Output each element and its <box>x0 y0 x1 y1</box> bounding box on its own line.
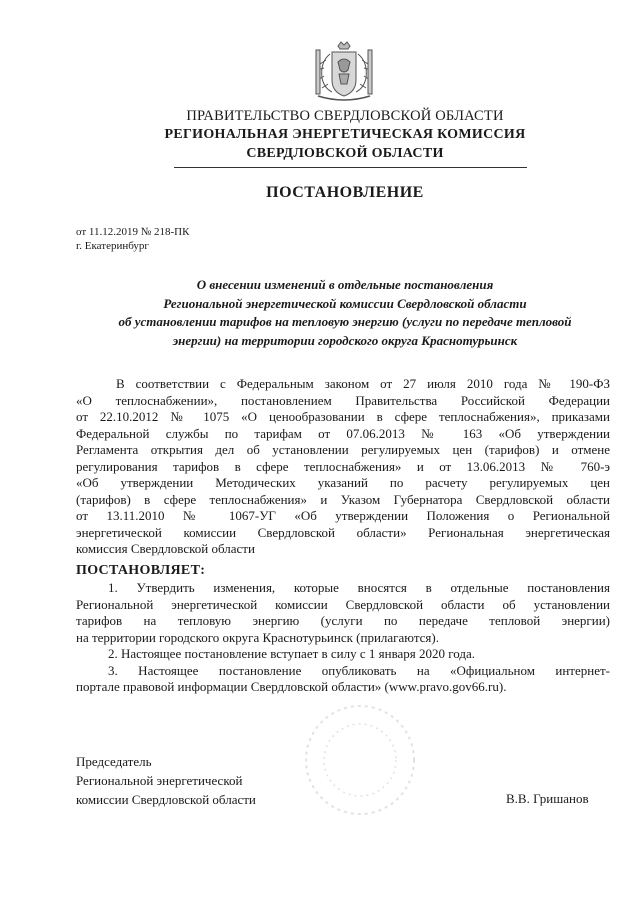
preamble-line: «Об утверждении Методических указаний по расчету регулируемых цен <box>76 475 610 490</box>
preamble-line: «О теплоснабжении», постановлением Правительства Российской Федерации <box>76 392 610 408</box>
document-type: ПОСТАНОВЛЕНИЕ <box>266 184 424 201</box>
header-divider <box>174 167 527 168</box>
preamble-line: от 13.11.2010 № 1067-УГ «Об утверждении Положения о Региональной <box>76 508 610 523</box>
preamble-line: Федеральной службы по тарифам от 07.06.2013 № 163 «Об утверждении <box>76 425 610 441</box>
preamble <box>76 376 610 558</box>
item-2: 2. Настоящее постановление вступает в силу с 1 января 2020 года. <box>108 646 476 661</box>
signatory-title-line: комиссии Свердловской области <box>76 792 256 807</box>
preamble-line: энергетической комиссии Свердловской области» Региональная энергетическая <box>76 524 610 540</box>
item-1-line: Региональной энергетической комиссии Свердловской области об установлении <box>76 596 610 612</box>
government-name: ПРАВИТЕЛЬСТВО СВЕРДЛОВСКОЙ ОБЛАСТИ <box>186 108 504 124</box>
item-3-line: портале правовой информации Свердловской области» (www.pravo.gov66.ru). <box>76 679 507 694</box>
subject-line: Региональной энергетической комиссии Свердловской области <box>163 295 527 311</box>
item-1-line: на территории городского округа Краснотурьинск (прилагаются). <box>76 629 439 645</box>
item-1-line: тарифов на тепловую энергию (услуги по передаче тепловой энергии) <box>76 613 610 628</box>
item-1-line: 1. Утвердить изменения, которые вносятся в отдельные постановления <box>108 580 610 595</box>
coat-of-arms-icon <box>312 40 376 106</box>
commission-name-line1: РЕГИОНАЛЬНАЯ ЭНЕРГЕТИЧЕСКАЯ КОМИССИЯ <box>164 127 526 142</box>
preamble-line: комиссия Свердловской области <box>76 541 255 556</box>
signatory-title-line: Региональной энергетической <box>76 773 243 788</box>
signatory-title-line: Председатель <box>76 754 152 769</box>
preamble-line: В соответствии с Федеральным законом от 27 июля 2010 года № 190-ФЗ <box>116 376 610 391</box>
subject-line: энергии) на территории городского округа Краснотурьинск <box>172 332 518 348</box>
seal-stamp-icon <box>300 700 420 820</box>
resolve-label: ПОСТАНОВЛЯЕТ: <box>76 563 206 578</box>
preamble-line: регулирования тарифов в сфере теплоснабжения» и от 13.06.2013 № 760-э <box>76 458 610 474</box>
subject-line: об установлении тарифов на тепловую энергию (услуги по передаче тепловой <box>118 314 572 329</box>
signatory-title <box>76 752 256 809</box>
resolution-items <box>76 580 610 696</box>
item-3-line: 3. Настоящее постановление опубликовать на «Официальном интернет- <box>108 662 610 678</box>
preamble-line: (тарифов) в сфере теплоснабжения» и Указом Губернатора Свердловской области <box>76 491 610 507</box>
signatory-name: В.В. Гришанов <box>506 791 589 806</box>
document-date-number: от 11.12.2019 № 218-ПК <box>76 226 190 238</box>
preamble-line: от 22.10.2012 № 1075 «О ценообразовании в сфере теплоснабжения», приказами <box>76 409 610 424</box>
commission-name-line2: СВЕРДЛОВСКОЙ ОБЛАСТИ <box>246 146 444 161</box>
document-city: г. Екатеринбург <box>76 240 149 252</box>
subject-line: О внесении изменений в отдельные постановления <box>196 277 494 292</box>
document-subject <box>76 276 614 350</box>
preamble-line: Регламента открытия дел об установлении регулируемых цен (тарифов) и отмене <box>76 442 610 457</box>
